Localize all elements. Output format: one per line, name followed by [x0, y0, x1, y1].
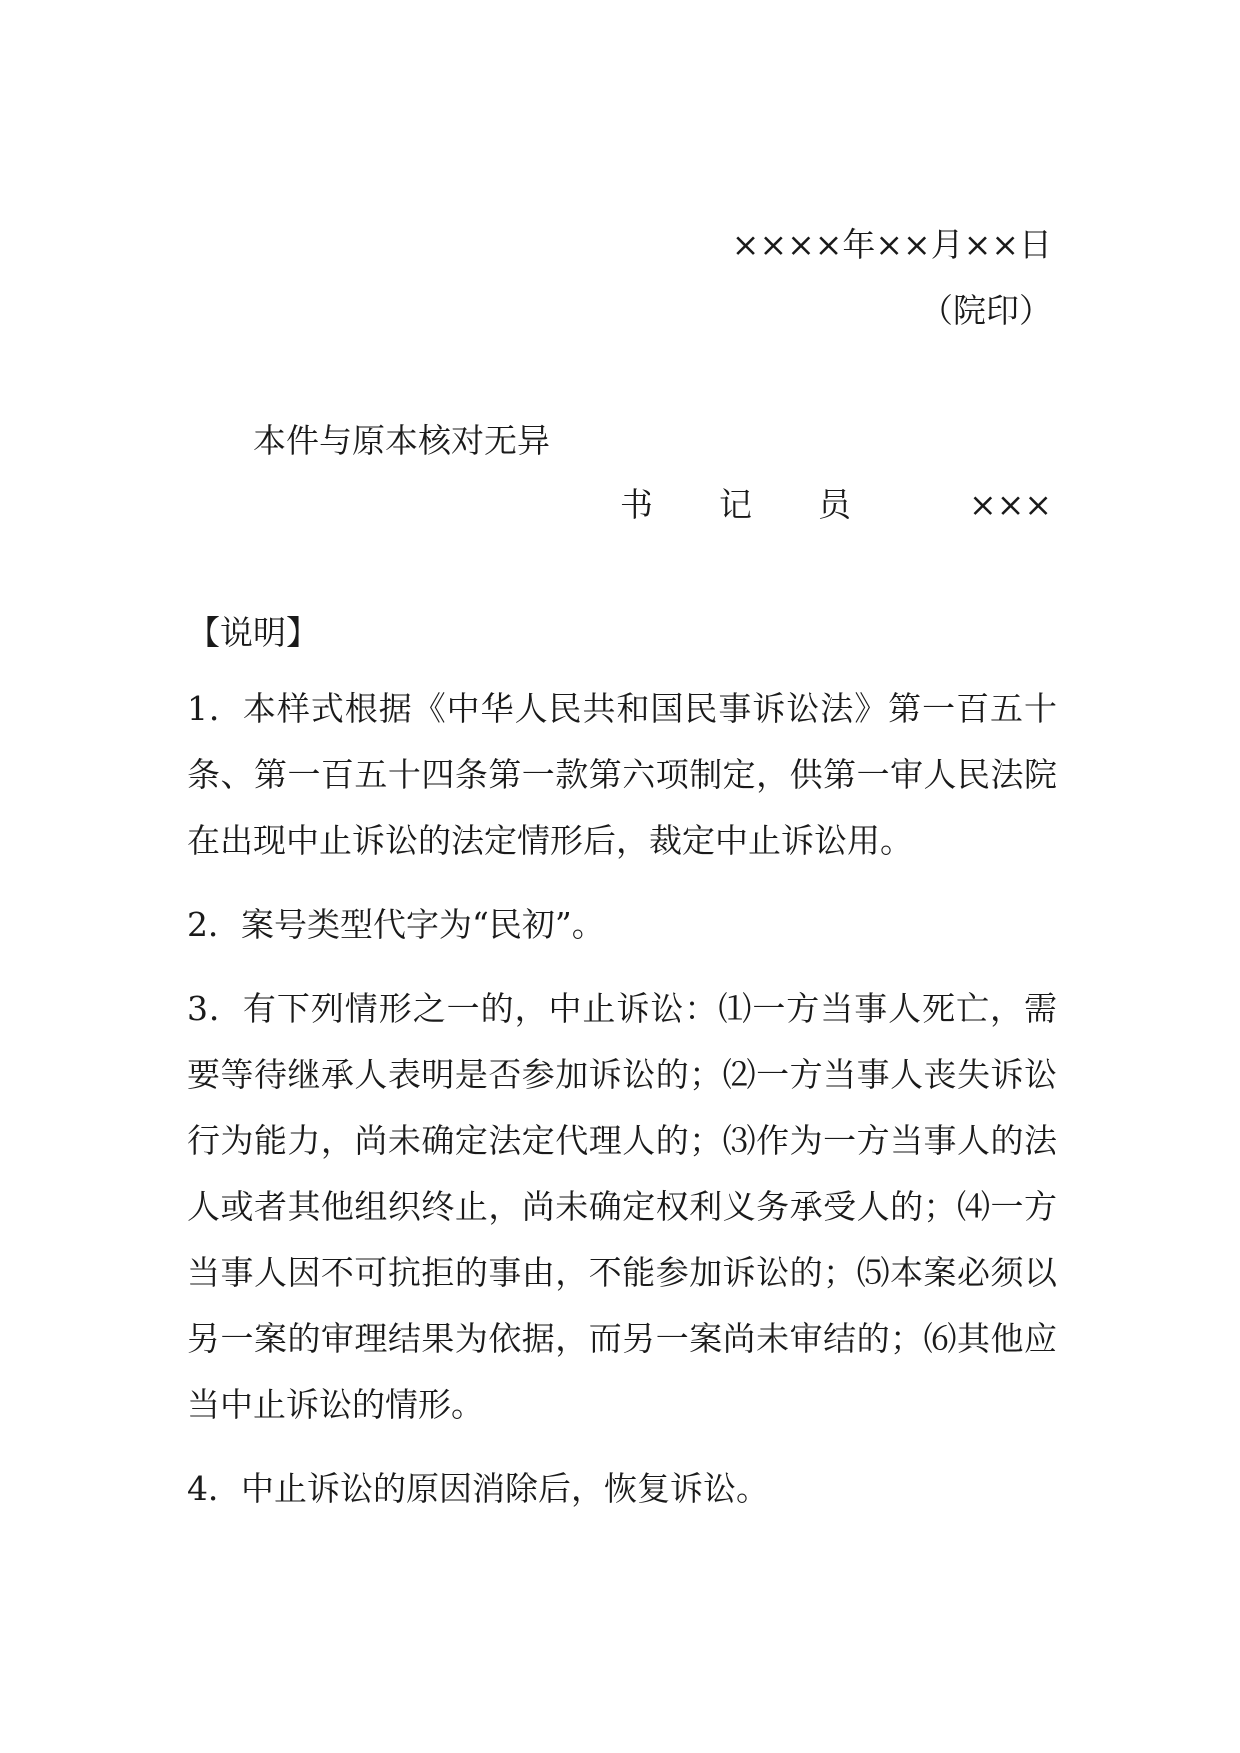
ruling-date: ××××年××月××日: [731, 225, 1052, 264]
clerk-title: 书记员: [620, 485, 917, 524]
certification-statement: 本件与原本核对无异: [253, 421, 550, 460]
notes-heading: 【说明】: [187, 613, 319, 652]
notes-section: [187, 610, 1057, 1522]
note-item-3: 3．有下列情形之一的，中止诉讼：⑴一方当事人死亡，需要等待继承人表明是否参加诉讼的；⑵一方当事人丧失诉讼行为能力，尚未确定法定代理人的；⑶作为一方当事人的法人或者其他组织终止，尚未确定权利义务承受人的；⑷一方当事人因不可抗拒的事由，不能参加诉讼的；⑸本案必须以另一案的审理结果为依据，而另一案尚未审结的；⑹其他应当中止诉讼的情形。: [187, 989, 1057, 1424]
note-item-2: 2．案号类型代字为“民初”。: [187, 905, 605, 944]
clerk-signature-line: [620, 482, 1052, 528]
court-seal-note: （院印）: [920, 291, 1052, 330]
clerk-name: ×××: [969, 485, 1052, 524]
note-item-4: 4．中止诉讼的原因消除后，恢复诉讼。: [187, 1469, 769, 1508]
note-item-1: 1．本样式根据《中华人民共和国民事诉讼法》第一百五十条、第一百五十四条第一款第六项制定，供第一审人民法院在出现中止诉讼的法定情形后，裁定中止诉讼用。: [187, 689, 1057, 860]
